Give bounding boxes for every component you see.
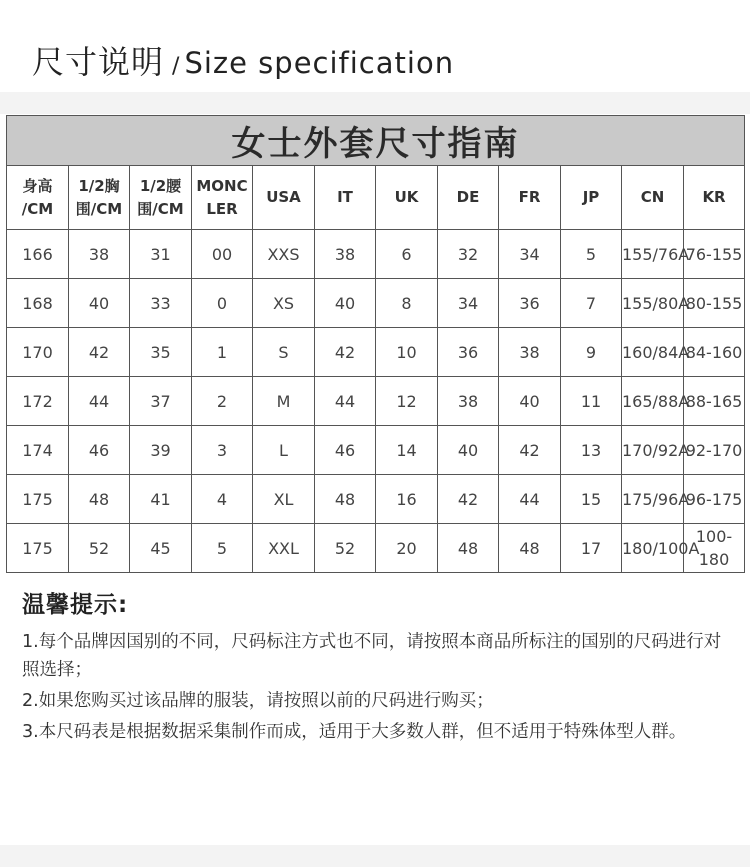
table-cell: 48 xyxy=(438,524,499,573)
table-cell: 41 xyxy=(130,475,192,524)
table-cell: 166 xyxy=(7,230,69,279)
table-cell: 80-155 xyxy=(684,279,745,328)
column-header xyxy=(192,166,253,230)
table-cell: 160/84A xyxy=(622,328,684,377)
table-cell: 5 xyxy=(192,524,253,573)
table-cell: L xyxy=(253,426,315,475)
table-cell: 20 xyxy=(376,524,438,573)
table-cell: 00 xyxy=(192,230,253,279)
column-header-text: 围/CM xyxy=(75,199,123,218)
title-chinese: 尺寸说明 xyxy=(32,43,165,81)
table-cell: 34 xyxy=(499,230,561,279)
table-cell: S xyxy=(253,328,315,377)
table-row xyxy=(7,279,745,328)
tip-item: 1.每个品牌因国别的不同，尺码标注方式也不同，请按照本商品所标注的国别的尺码进行对照选择； xyxy=(22,632,722,680)
table-row xyxy=(7,524,745,573)
table-cell: 172 xyxy=(7,377,69,426)
table-cell: 48 xyxy=(69,475,130,524)
table-cell: 170 xyxy=(7,328,69,377)
table-cell: 42 xyxy=(315,328,376,377)
table-cell: 48 xyxy=(315,475,376,524)
table-row xyxy=(7,426,745,475)
table-cell: 52 xyxy=(315,524,376,573)
table-cell: 175 xyxy=(7,524,69,573)
table-cell: 15 xyxy=(561,475,622,524)
column-header xyxy=(69,166,130,230)
table-cell: 4 xyxy=(192,475,253,524)
table-cell: 96-175 xyxy=(684,475,745,524)
column-header xyxy=(499,166,561,230)
table-cell: 44 xyxy=(499,475,561,524)
table-cell: 168 xyxy=(7,279,69,328)
table-cell: 39 xyxy=(130,426,192,475)
table-cell: 9 xyxy=(561,328,622,377)
table-cell: 38 xyxy=(499,328,561,377)
table-cell: 38 xyxy=(315,230,376,279)
table-cell: M xyxy=(253,377,315,426)
table-cell: 32 xyxy=(438,230,499,279)
table-cell: 40 xyxy=(499,377,561,426)
title-english: Size specification xyxy=(184,46,455,80)
table-row xyxy=(7,328,745,377)
table-cell: 44 xyxy=(315,377,376,426)
column-header-text: IT xyxy=(337,188,353,206)
top-divider-band xyxy=(0,92,750,114)
column-header-text: USA xyxy=(266,188,301,206)
table-cell: 40 xyxy=(69,279,130,328)
table-cell: 46 xyxy=(69,426,130,475)
column-header xyxy=(7,166,69,230)
table-row xyxy=(7,475,745,524)
table-cell: 16 xyxy=(376,475,438,524)
table-cell: XXL xyxy=(253,524,315,573)
bottom-divider-band xyxy=(0,845,750,867)
column-header-text: 1/2胸 xyxy=(78,176,120,195)
column-header-text: FR xyxy=(518,188,541,206)
table-cell: XXS xyxy=(253,230,315,279)
table-cell: 34 xyxy=(438,279,499,328)
page-header xyxy=(0,0,750,92)
table-cell: 37 xyxy=(130,377,192,426)
tip-item: 3.本尺码表是根据数据采集制作而成，适用于大多数人群，但不适用于特殊体型人群。 xyxy=(22,722,687,742)
table-cell: 170/92A xyxy=(622,426,684,475)
title-separator: / xyxy=(172,54,180,79)
table-cell: 88-165 xyxy=(684,377,745,426)
table-cell: 40 xyxy=(438,426,499,475)
table-cell: 76-155 xyxy=(684,230,745,279)
column-header-text: 身高 xyxy=(22,176,53,195)
table-cell: 8 xyxy=(376,279,438,328)
table-cell: 180/100A xyxy=(622,524,684,573)
table-cell: 42 xyxy=(499,426,561,475)
table-cell: 13 xyxy=(561,426,622,475)
column-header xyxy=(438,166,499,230)
table-cell: 11 xyxy=(561,377,622,426)
table-cell: 12 xyxy=(376,377,438,426)
column-header-text: CN xyxy=(640,188,665,206)
table-cell: 3 xyxy=(192,426,253,475)
column-header xyxy=(561,166,622,230)
table-cell: 45 xyxy=(130,524,192,573)
column-header-text: MONC xyxy=(196,176,248,195)
table-cell: XS xyxy=(253,279,315,328)
table-cell: 52 xyxy=(69,524,130,573)
column-header-text: JP xyxy=(582,188,600,206)
table-cell: 14 xyxy=(376,426,438,475)
table-cell: 175/96A xyxy=(622,475,684,524)
table-cell: XL xyxy=(253,475,315,524)
column-header-text: DE xyxy=(456,188,480,206)
column-header-text: KR xyxy=(702,188,726,206)
column-header xyxy=(315,166,376,230)
table-cell: 100-180 xyxy=(684,524,745,573)
table-cell: 7 xyxy=(561,279,622,328)
column-header xyxy=(376,166,438,230)
table-cell: 42 xyxy=(69,328,130,377)
table-header-row xyxy=(7,166,745,230)
table-caption: 女士外套尺寸指南 xyxy=(7,116,745,166)
table-cell: 1 xyxy=(192,328,253,377)
table-cell: 17 xyxy=(561,524,622,573)
column-header xyxy=(684,166,745,230)
column-header-text: UK xyxy=(394,188,419,206)
page-title xyxy=(32,40,454,90)
table-cell: 155/80A xyxy=(622,279,684,328)
column-header xyxy=(622,166,684,230)
table-cell: 33 xyxy=(130,279,192,328)
table-cell: 48 xyxy=(499,524,561,573)
table-cell: 44 xyxy=(69,377,130,426)
column-header xyxy=(253,166,315,230)
table-cell: 38 xyxy=(438,377,499,426)
table-row xyxy=(7,230,745,279)
table-cell: 6 xyxy=(376,230,438,279)
table-cell: 36 xyxy=(499,279,561,328)
table-cell: 174 xyxy=(7,426,69,475)
table-cell: 10 xyxy=(376,328,438,377)
column-header-text: 围/CM xyxy=(137,199,184,218)
column-header-text: LER xyxy=(206,199,238,218)
table-row xyxy=(7,377,745,426)
tip-item: 2.如果您购买过该品牌的服装，请按照以前的尺码进行购买； xyxy=(22,691,494,711)
table-cell: 36 xyxy=(438,328,499,377)
table-cell: 175 xyxy=(7,475,69,524)
table-cell: 35 xyxy=(130,328,192,377)
table-cell: 5 xyxy=(561,230,622,279)
column-header-text: /CM xyxy=(21,199,54,218)
table-cell: 155/76A xyxy=(622,230,684,279)
table-cell: 46 xyxy=(315,426,376,475)
column-header-text: 1/2腰 xyxy=(139,176,182,195)
table-cell: 0 xyxy=(192,279,253,328)
tips-list xyxy=(22,628,734,749)
table-cell: 2 xyxy=(192,377,253,426)
tips-title: 温馨提示: xyxy=(22,592,129,618)
table-cell: 31 xyxy=(130,230,192,279)
table-cell: 42 xyxy=(438,475,499,524)
table-cell: 40 xyxy=(315,279,376,328)
table-cell: 165/88A xyxy=(622,377,684,426)
table-cell: 84-160 xyxy=(684,328,745,377)
table-cell: 38 xyxy=(69,230,130,279)
column-header xyxy=(130,166,192,230)
size-chart-table xyxy=(6,115,745,573)
table-cell: 92-170 xyxy=(684,426,745,475)
